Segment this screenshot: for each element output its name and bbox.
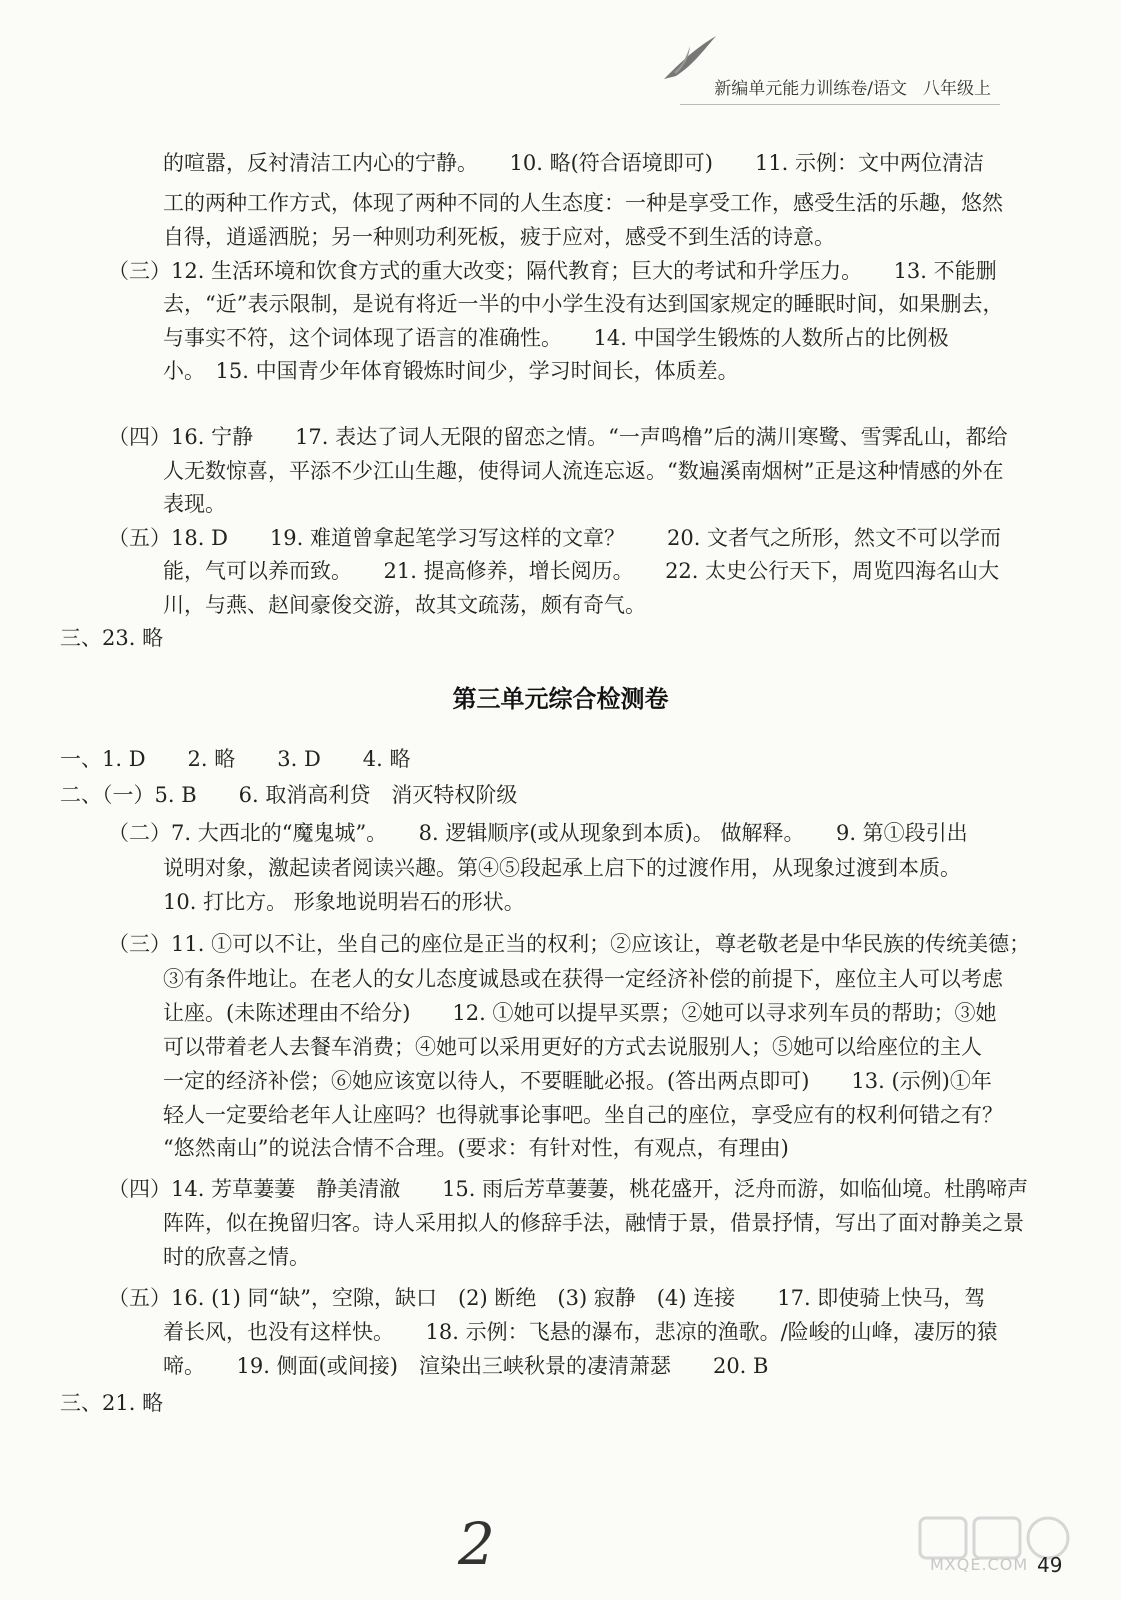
answer-line: 人无数惊喜，平添不少江山生趣，使得词人流连忘返。“数遍溪南烟树”正是这种情感的外在 <box>163 459 1004 483</box>
handwritten-mark: 2 <box>458 1510 495 1578</box>
answer-line: ③有条件地让。在老人的女儿态度诚恳或在获得一定经济补偿的前提下，座位主人可以考虑 <box>163 967 1003 991</box>
answer-line: （二）7. 大西北的“魔鬼城”。 8. 逻辑顺序(或从现象到本质)。 做解释。 9. 第①段引出 <box>108 821 968 845</box>
answer-line: （三）12. 生活环境和饮食方式的重大改变；隔代教育；巨大的考试和升学压力。 13. 不能删 <box>108 259 997 283</box>
answer-line: 三、21. 略 <box>60 1391 164 1415</box>
book-title: 新编单元能力训练卷/语文 <box>714 79 907 99</box>
answer-line: 自得，逍遥洒脱；另一种则功利死板，疲于应对，感受不到生活的诗意。 <box>163 225 835 249</box>
answer-line: （五）18. D 19. 难道曾拿起笔学习写这样的文章？ 20. 文者气之所形，然文不可以学而 <box>108 526 1002 550</box>
answer-line: （五）16. (1) 同“缺”，空隙，缺口 (2) 断绝 (3) 寂静 (4) 连接 17. 即使骑上快马，驾 <box>108 1286 986 1310</box>
answer-line: 一、1. D 2. 略 3. D 4. 略 <box>60 747 411 771</box>
answer-line: 与事实不符，这个词体现了语言的准确性。 14. 中国学生锻炼的人数所占的比例极 <box>163 326 949 350</box>
bird-logo-icon <box>654 24 724 94</box>
answer-line: 着长风，也没有这样快。 18. 示例：飞悬的瀑布，悲凉的渔歌。/险峻的山峰，凄厉的猿 <box>163 1320 998 1344</box>
answer-line: 阵阵，似在挽留归客。诗人采用拟人的修辞手法，融情于景，借景抒情，写出了面对静美之景 <box>163 1211 1024 1235</box>
watermark-logo-icon <box>910 1510 1080 1590</box>
answer-line: 轻人一定要给老年人让座吗？也得就事论事吧。坐自己的座位，享受应有的权利何错之有？ <box>163 1103 1003 1127</box>
answer-line: 川，与燕、赵间豪俊交游，故其文疏荡，颇有奇气。 <box>163 593 646 617</box>
page-header <box>714 74 991 99</box>
answer-line: 能，气可以养而致。 21. 提高修养，增长阅历。 22. 太史公行天下，周览四海名山大 <box>163 559 1000 583</box>
header-rule <box>680 104 1000 105</box>
answer-line: 去，“近”表示限制，是说有将近一半的中小学生没有达到国家规定的睡眠时间，如果删去， <box>163 292 1004 316</box>
answer-line: 可以带着老人去餐车消费；④她可以采用更好的方式去说服别人；⑤她可以给座位的主人 <box>163 1035 982 1059</box>
answer-line: 一定的经济补偿；⑥她应该宽以待人，不要睚眦必报。(答出两点即可) 13. (示例)①年 <box>163 1069 992 1093</box>
answer-line: 表现。 <box>163 492 226 516</box>
answer-line: 啼。 19. 侧面(或间接) 渲染出三峡秋景的凄清萧瑟 20. B <box>163 1354 769 1378</box>
section-title: 第三单元综合检测卷 <box>452 685 669 713</box>
answer-line: 让座。(未陈述理由不给分) 12. ①她可以提早买票；②她可以寻求列车员的帮助；③她 <box>163 1001 997 1025</box>
answer-line: 三、23. 略 <box>60 626 164 650</box>
watermark-text: MXQE.COM <box>930 1555 1029 1574</box>
answer-line: 时的欣喜之情。 <box>163 1245 310 1269</box>
answer-line: 10. 打比方。 形象地说明岩石的形状。 <box>163 890 525 914</box>
answer-line: 小。 15. 中国青少年体育锻炼时间少，学习时间长，体质差。 <box>163 359 739 383</box>
grade-label: 八年级上 <box>923 79 991 99</box>
answer-line: 二、（一）5. B 6. 取消高利贷 消灭特权阶级 <box>60 783 518 807</box>
answer-line: “悠然南山”的说法合情不合理。(要求：有针对性，有观点，有理由) <box>163 1136 789 1160</box>
answer-line: （四）16. 宁静 17. 表达了词人无限的留恋之情。“一声鸣橹”后的满川寒鹭、雪霁乱山，都给 <box>108 425 1008 449</box>
answer-line: （四）14. 芳草萋萋 静美清澈 15. 雨后芳草萋萋，桃花盛开，泛舟而游，如临仙境。杜鹃啼声 <box>108 1177 1029 1201</box>
page-number: 49 <box>1037 1553 1063 1577</box>
answer-line: 工的两种工作方式，体现了两种不同的人生态度：一种是享受工作，感受生活的乐趣，悠然 <box>163 191 1003 215</box>
answer-line: 的喧嚣，反衬清洁工内心的宁静。 10. 略(符合语境即可) 11. 示例：文中两位清洁 <box>163 151 985 175</box>
answer-line: （三）11. ①可以不让，坐自己的座位是正当的权利；②应该让，尊老敬老是中华民族的传统美德； <box>108 932 1031 956</box>
answer-line: 说明对象，激起读者阅读兴趣。第④⑤段起承上启下的过渡作用，从现象过渡到本质。 <box>163 856 961 880</box>
